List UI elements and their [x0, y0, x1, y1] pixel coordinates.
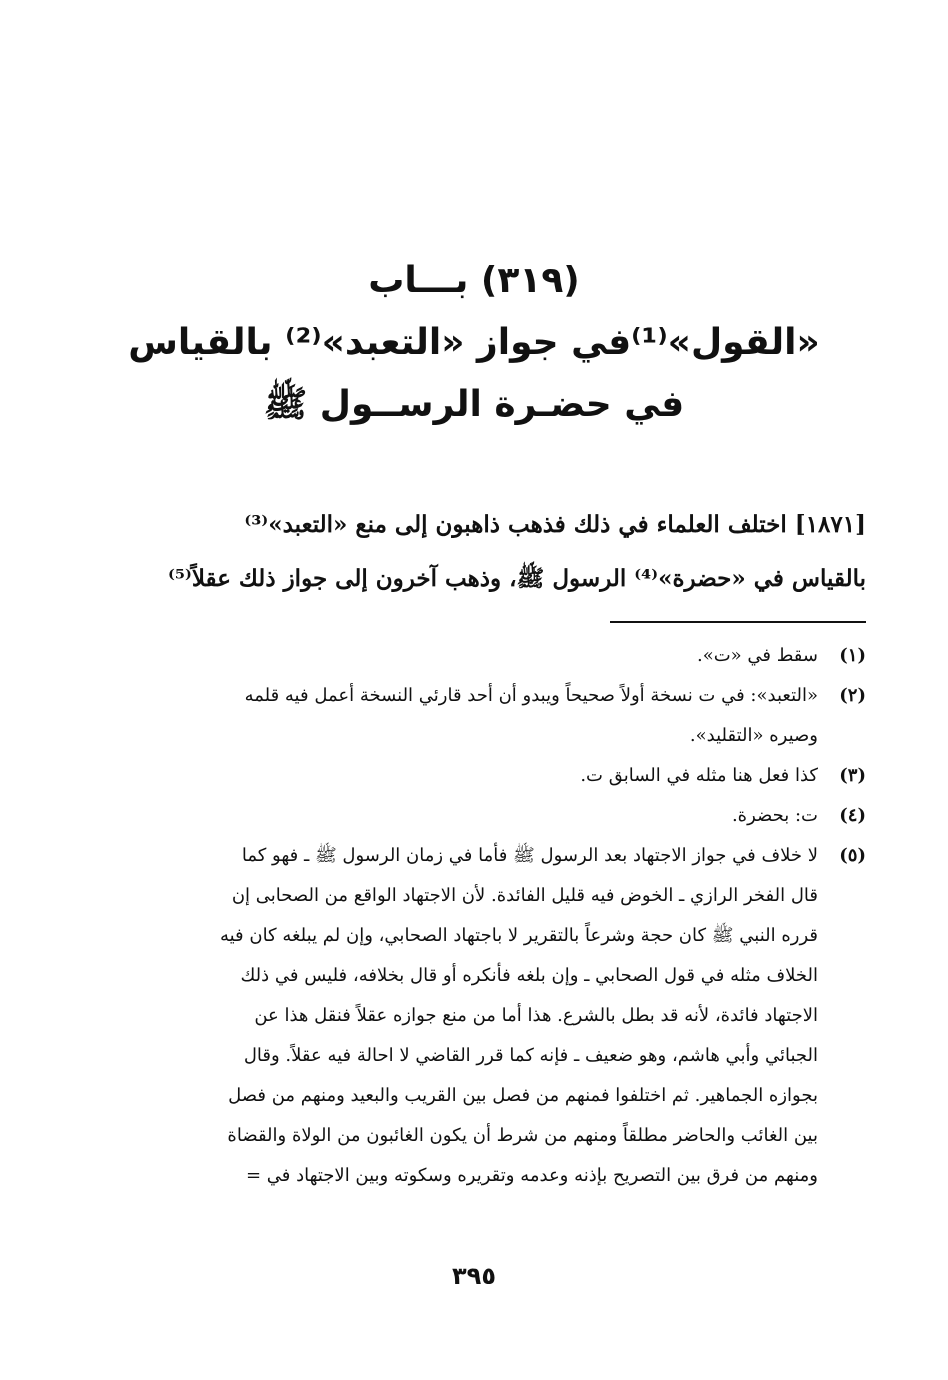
- footnote-number: (٢): [839, 685, 866, 706]
- footnote-1: [114, 636, 866, 676]
- footnote-line: ت: بحضرة.: [731, 805, 818, 826]
- main-text-line: [١٨٧١] اختلف العلماء في ذلك فذهب ذاهبون إلى منع «التعبد»⁽³⁾: [244, 511, 866, 538]
- chapter-title-line-1: «القول»⁽¹⁾في جواز «التعبد»⁽²⁾ بالقياس: [128, 322, 820, 363]
- footnote-text: [114, 676, 818, 756]
- main-text: [82, 498, 866, 606]
- footnote-number: (٣): [839, 765, 866, 786]
- chapter-heading: [120, 250, 828, 436]
- footnote-text: [114, 796, 818, 836]
- footnote-5: [114, 836, 866, 1196]
- footnote-line: قرره النبي ﷺ كان حجة وشرعاً بالتقرير لا باجتهاد الصحابي، وإن لم يبلغه كان فيه: [219, 925, 818, 946]
- footnotes: [114, 636, 866, 1196]
- footnote-line: لا خلاف في جواز الاجتهاد بعد الرسول ﷺ فأما في زمان الرسول ﷺ ـ فهو كما: [241, 845, 818, 866]
- chapter-number: (٣١٩) بـــاب: [368, 260, 580, 301]
- footnote-2: [114, 676, 866, 756]
- footnote-line: الخلاف مثله في قول الصحابي ـ وإن بلغه فأنكره أو قال بخلافه، فليس في ذلك: [240, 965, 818, 986]
- footnote-line: بجوازه الجماهير. ثم اختلفوا فمنهم من فصل بين القريب والبعيد ومنهم من فصل: [228, 1085, 818, 1106]
- footnote-text: [114, 636, 818, 676]
- footnote-line: الجبائي وأبي هاشم، وهو ضعيف ـ فإنه كما قرر القاضي لا احالة فيه عقلاً. وقال: [243, 1045, 818, 1066]
- footnote-line: الاجتهاد فائدة، لأنه قد بطل بالشرع. هذا أما من منع جوازه عقلاً فنقل هذا عن: [254, 1005, 818, 1026]
- footnote-line: قال الفخر الرازي ـ الخوض فيه قليل الفائدة. لأن الاجتهاد الواقع من الصحابى إن: [231, 885, 818, 906]
- footnote-line: وصيره «التقليد».: [689, 725, 818, 746]
- main-text-line: بالقياس في «حضرة»⁽⁴⁾ الرسول ﷺ، وذهب آخرون إلى جواز ذلك عقلاً⁽⁵⁾: [168, 565, 866, 592]
- chapter-title-line-2: في حضـرة الرســول ﷺ: [263, 384, 685, 425]
- footnote-line: ومنهم من فرق بين التصريح بإذنه وعدمه وتقريره وسكوته وبين الاجتهاد في =: [245, 1165, 818, 1186]
- footnote-number: (٥): [839, 845, 866, 866]
- footnote-separator: [610, 621, 866, 623]
- page-number: ٣٩٥: [452, 1262, 496, 1290]
- footnote-line: بين الغائب والحاضر مطلقاً ومنهم من شرط أن يكون الغائبون من الولاة والقضاة: [227, 1125, 818, 1146]
- footnote-3: [114, 756, 866, 796]
- footnote-number: (١): [839, 645, 866, 666]
- footnote-number: (٤): [839, 805, 866, 826]
- footnote-4: [114, 796, 866, 836]
- footnote-line: «التعبد»: في ت نسخة أولاً صحيحاً ويبدو أن أحد قارئي النسخة أعمل فيه قلمه: [244, 685, 818, 706]
- footnote-line: كذا فعل هنا مثله في السابق ت.: [580, 765, 818, 786]
- footnote-text: [114, 836, 818, 1196]
- footnote-line: سقط في «ت».: [696, 645, 818, 666]
- footnote-text: [114, 756, 818, 796]
